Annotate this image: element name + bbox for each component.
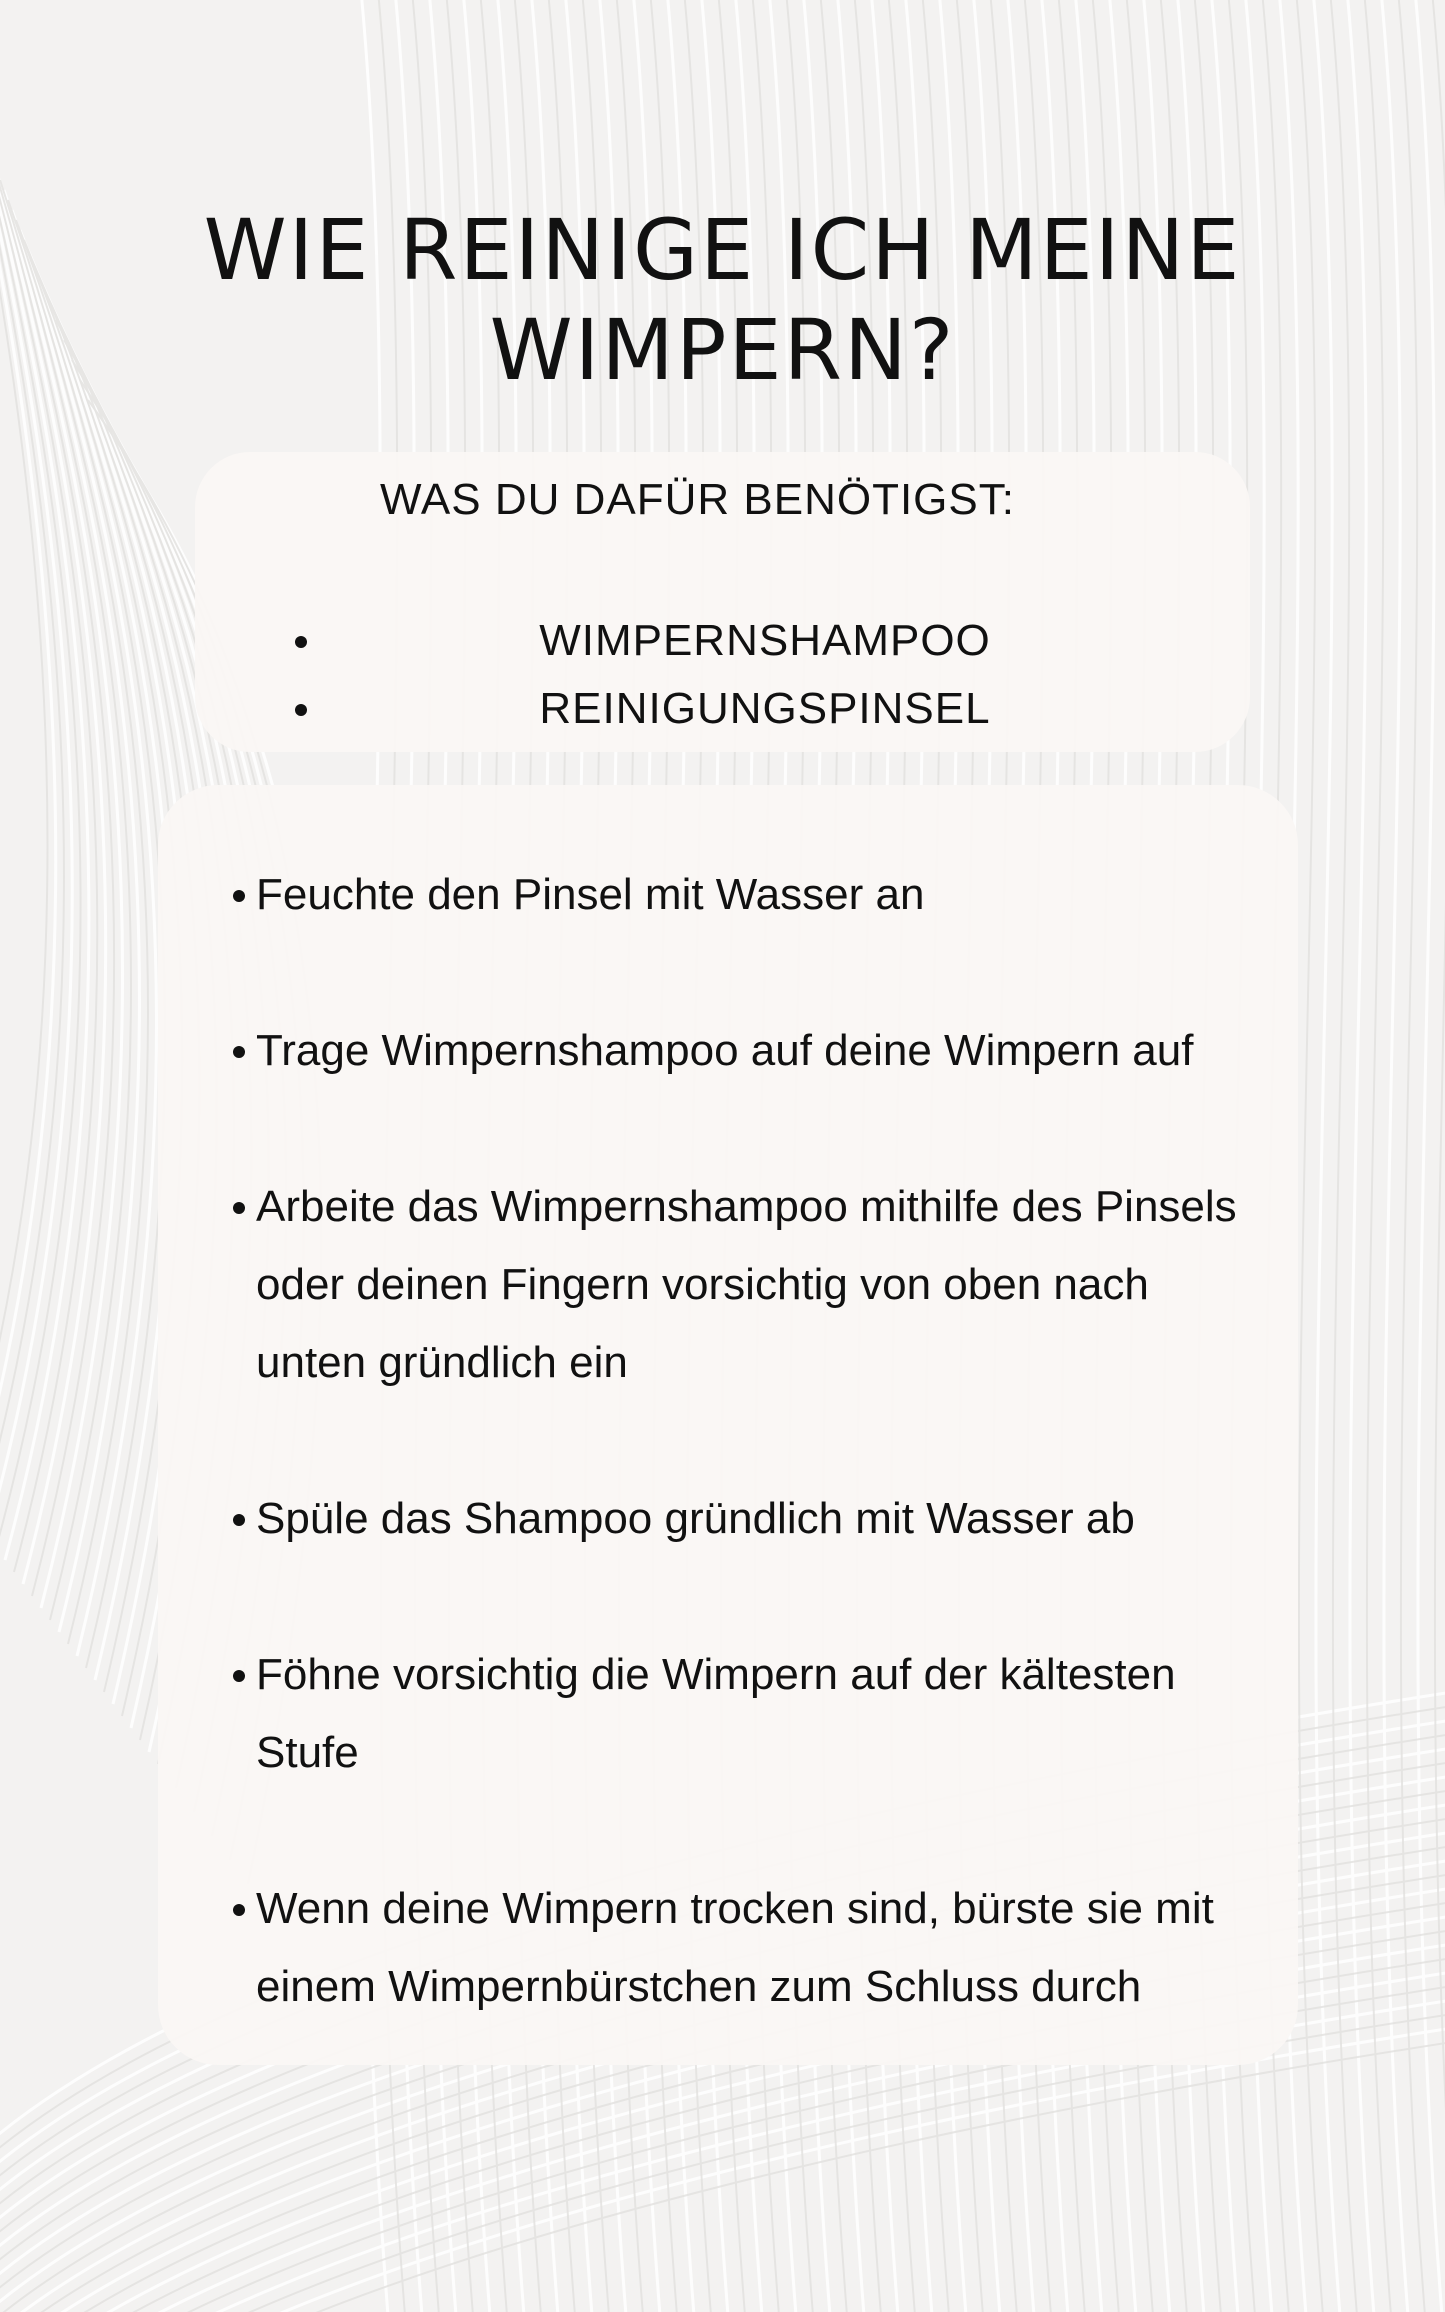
bullet-icon [233, 1202, 245, 1214]
step-text: Trage Wimpernshampoo auf deine Wimpern auf [256, 1026, 1194, 1075]
step-text: Arbeite das Wimpernshampoo mithilfe des Pinsels oder deinen Fingern vorsichtig von oben nach unten gründlich ein [256, 1182, 1237, 1387]
step-text: Föhne vorsichtig die Wimpern auf der kältesten Stufe [256, 1650, 1176, 1777]
step-text: Wenn deine Wimpern trocken sind, bürste sie mit einem Wimpernbürstchen zum Schluss durch [256, 1884, 1214, 2011]
supplies-item-label: REINIGUNGSPINSEL [539, 684, 991, 733]
bullet-icon [233, 1904, 245, 1916]
bullet-icon [233, 1514, 245, 1526]
steps-card [158, 785, 1298, 2065]
page-title [0, 200, 1445, 400]
step-item [256, 1870, 1266, 2026]
bullet-icon [233, 890, 245, 902]
bullet-icon [233, 1670, 245, 1682]
supplies-list [195, 607, 1250, 743]
bullet-icon [295, 636, 307, 648]
bullet-icon [233, 1046, 245, 1058]
page-title-line-2: WIMPERN? [489, 301, 956, 399]
step-text: Spüle das Shampoo gründlich mit Wasser ab [256, 1494, 1135, 1543]
step-text: Feuchte den Pinsel mit Wasser an [256, 870, 925, 919]
step-item [256, 1012, 1266, 1090]
supplies-item [195, 675, 1250, 743]
supplies-card [195, 452, 1250, 752]
step-item [256, 1636, 1266, 1792]
page-title-line-1: WIE REINIGE ICH MEINE [203, 201, 1242, 299]
step-item [256, 1480, 1266, 1558]
step-item [256, 1168, 1266, 1402]
supplies-item [195, 607, 1250, 675]
supplies-item-label: WIMPERNSHAMPOO [539, 616, 991, 665]
bullet-icon [295, 704, 307, 716]
step-item [256, 856, 1266, 934]
supplies-heading: WAS DU DAFÜR BENÖTIGST: [380, 475, 1015, 524]
